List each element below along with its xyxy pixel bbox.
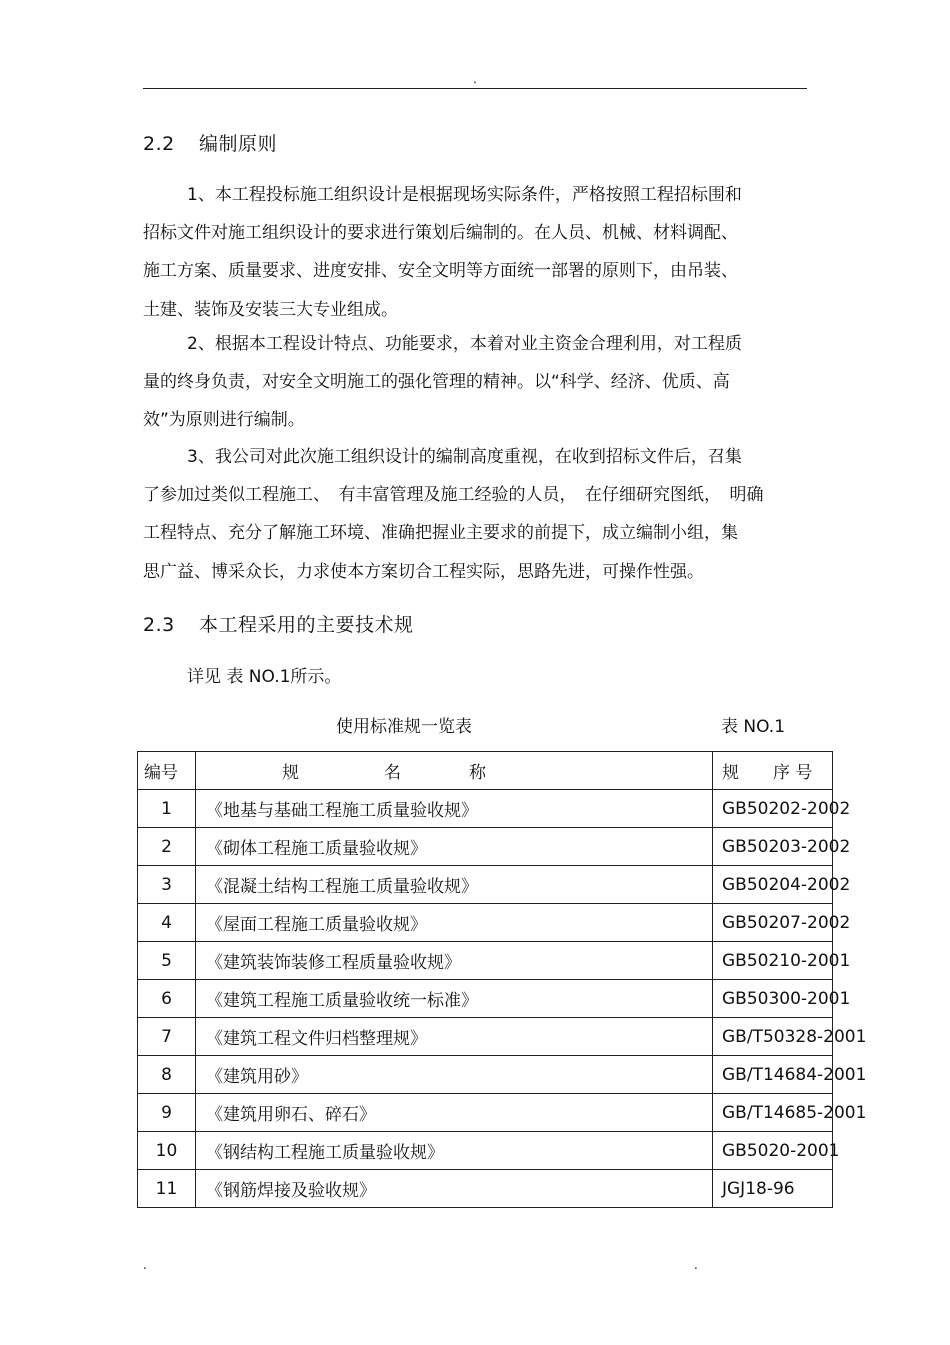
section-title: 本工程采用的主要技术规 (199, 614, 414, 636)
table-cell: GB50300-2001 (713, 980, 833, 1018)
table-cell: GB50202-2002 (713, 790, 833, 828)
table-cell: 《建筑用卵石、碎石》 (196, 1094, 713, 1132)
table-row (138, 1018, 833, 1056)
table-cell: 6 (138, 980, 196, 1018)
paragraph-line: 量的终身负责，对安全文明施工的强化管理的精神。以“科学、经济、优质、高 (143, 372, 730, 393)
paragraph-1 (143, 176, 815, 329)
column-header: 编号 (138, 752, 196, 790)
table-cell: 8 (138, 1056, 196, 1094)
table-reference-text: 详见 表 NO.1所示。 (187, 667, 342, 687)
table-cell: 《建筑装饰装修工程质量验收规》 (196, 942, 713, 980)
table-cell: 《钢筋焊接及验收规》 (196, 1170, 713, 1208)
table-cell: 2 (138, 828, 196, 866)
table-row (138, 1170, 833, 1208)
section-title: 编制原则 (199, 133, 278, 155)
table-cell: 10 (138, 1132, 196, 1170)
paragraph-line: 效”为原则进行编制。 (143, 410, 305, 431)
table-cell: GB/T50328-2001 (713, 1018, 833, 1056)
section-heading-2-3 (143, 610, 414, 637)
table-row (138, 942, 833, 980)
table-cell: 9 (138, 1094, 196, 1132)
table-cell: GB/T14685-2001 (713, 1094, 833, 1132)
table-row (138, 904, 833, 942)
table-cell: 《混凝土结构工程施工质量验收规》 (196, 866, 713, 904)
table-cell: 3 (138, 866, 196, 904)
table-cell: GB5020-2001 (713, 1132, 833, 1170)
section-number: 2.3 (143, 614, 175, 636)
table-header-row (138, 752, 833, 790)
table-cell: 1 (138, 790, 196, 828)
section-number: 2.2 (143, 133, 175, 155)
paragraph-2 (143, 325, 815, 440)
footer-right-mark: . (694, 1258, 698, 1272)
standards-table (137, 751, 867, 1208)
paragraph-line: 工程特点、充分了解施工环境、准确把握业主要求的前提下，成立编制小组，集 (143, 523, 738, 544)
table-cell: 《屋面工程施工质量验收规》 (196, 904, 713, 942)
table-number: 表 NO.1 (721, 717, 786, 737)
column-header: 规 序 号 (713, 752, 833, 790)
table-cell: GB50204-2002 (713, 866, 833, 904)
table-cell: JGJ18-96 (713, 1170, 833, 1208)
table-cell: 11 (138, 1170, 196, 1208)
table-row (138, 1094, 833, 1132)
table-row (138, 980, 833, 1018)
section-heading-2-2 (143, 129, 277, 156)
paragraph-line: 招标文件对施工组织设计的要求进行策划后编制的。在人员、机械、材料调配、 (143, 223, 738, 244)
table-row (138, 1056, 833, 1094)
paragraph-line: 思广益、博采众长，力求使本方案切合工程实际，思路先进，可操作性强。 (143, 561, 704, 582)
table-cell: GB50210-2001 (713, 942, 833, 980)
table-cell: GB50203-2002 (713, 828, 833, 866)
paragraph-line: 1、本工程投标施工组织设计是根据现场实际条件，严格按照工程招标围和 (187, 185, 742, 205)
table-cell: 4 (138, 904, 196, 942)
table-cell: 《地基与基础工程施工质量验收规》 (196, 790, 713, 828)
table-cell: GB50207-2002 (713, 904, 833, 942)
table-cell: 7 (138, 1018, 196, 1056)
table-row (138, 828, 833, 866)
paragraph-line: 2、根据本工程设计特点、功能要求，本着对业主资金合理利用，对工程质 (187, 334, 742, 354)
table-cell: 《建筑用砂》 (196, 1056, 713, 1094)
table-cell: 《钢结构工程施工质量验收规》 (196, 1132, 713, 1170)
table-cell: 《建筑工程施工质量验收统一标准》 (196, 980, 713, 1018)
paragraph-3 (143, 438, 815, 591)
table-title: 使用标准规一览表 (336, 717, 472, 737)
table-cell: 《建筑工程文件归档整理规》 (196, 1018, 713, 1056)
paragraph-line: 施工方案、质量要求、进度安排、安全文明等方面统一部署的原则下，由吊装、 (143, 261, 738, 282)
column-header: 规 名 称 (196, 752, 713, 790)
header-mark: . (473, 72, 477, 86)
table-reference (187, 658, 859, 696)
header-rule (143, 88, 807, 89)
table-cell: 《砌体工程施工质量验收规》 (196, 828, 713, 866)
paragraph-line: 了参加过类似工程施工、 有丰富管理及施工经验的人员， 在仔细研究图纸， 明确 (143, 485, 764, 506)
table-cell: GB/T14684-2001 (713, 1056, 833, 1094)
table-row (138, 866, 833, 904)
paragraph-line: 土建、装饰及安装三大专业组成。 (143, 299, 398, 320)
paragraph-line: 3、我公司对此次施工组织设计的编制高度重视，在收到招标文件后，召集 (187, 447, 742, 467)
footer-left-mark: . (143, 1258, 147, 1272)
table-row (138, 790, 833, 828)
table-cell: 5 (138, 942, 196, 980)
table-row (138, 1132, 833, 1170)
